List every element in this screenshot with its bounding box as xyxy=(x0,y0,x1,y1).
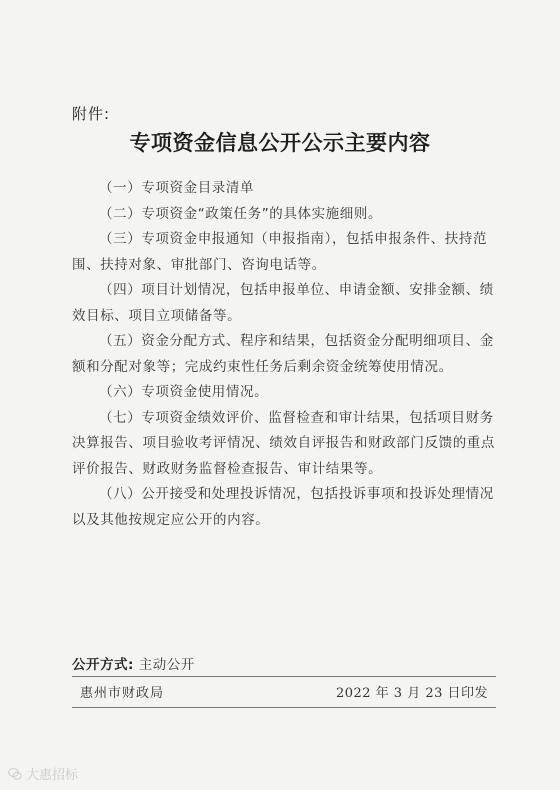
watermark-text: 大惠招标 xyxy=(26,768,79,783)
content-item-3: （三）专项资金申报通知（申报指南），包括申报条件、扶持范围、扶持对象、审批部门、咨询电话等。 xyxy=(72,231,488,273)
content-list xyxy=(72,176,496,533)
content-item-8: （八）公开接受和处理投诉情况，包括投诉事项和投诉处理情况以及其他按规定应公开的内容。 xyxy=(72,486,494,528)
content-item-5: （五）资金分配方式、程序和结果，包括资金分配明细项目、金额和分配对象等；完成约束性任务后剩余资金统筹使用情况。 xyxy=(72,333,494,375)
attachment-label: 附件: xyxy=(72,105,111,123)
wechat-icon xyxy=(8,767,22,781)
watermark xyxy=(8,764,78,783)
footer-bottom-rule xyxy=(72,707,496,708)
issue-date: 2022 年 3 月 23 日印发 xyxy=(335,686,488,701)
content-item-4: （四）项目计划情况，包括申报单位、申请金额、安排金额、绩效目标、项目立项储备等。 xyxy=(72,282,494,324)
disclosure-label: 公开方式: xyxy=(72,657,134,673)
disclosure-value: 主动公开 xyxy=(138,657,195,673)
content-item-1: （一）专项资金目录清单 xyxy=(99,180,255,196)
issuer-name: 惠州市财政局 xyxy=(80,686,165,701)
disclosure-method xyxy=(72,653,195,673)
footer-top-rule xyxy=(72,676,496,677)
content-item-2: （二）专项资金“政策任务”的具体实施细则。 xyxy=(99,205,383,222)
content-item-6: （六）专项资金使用情况。 xyxy=(99,384,269,400)
content-item-7: （七）专项资金绩效评价、监督检查和审计结果，包括项目财务决算报告、项目验收考评情况、绩效自评报告和财政部门反馈的重点评价报告、财政财务监督检查报告、审计结果等。 xyxy=(72,409,495,477)
document-title: 专项资金信息公开公示主要内容 xyxy=(129,130,431,155)
